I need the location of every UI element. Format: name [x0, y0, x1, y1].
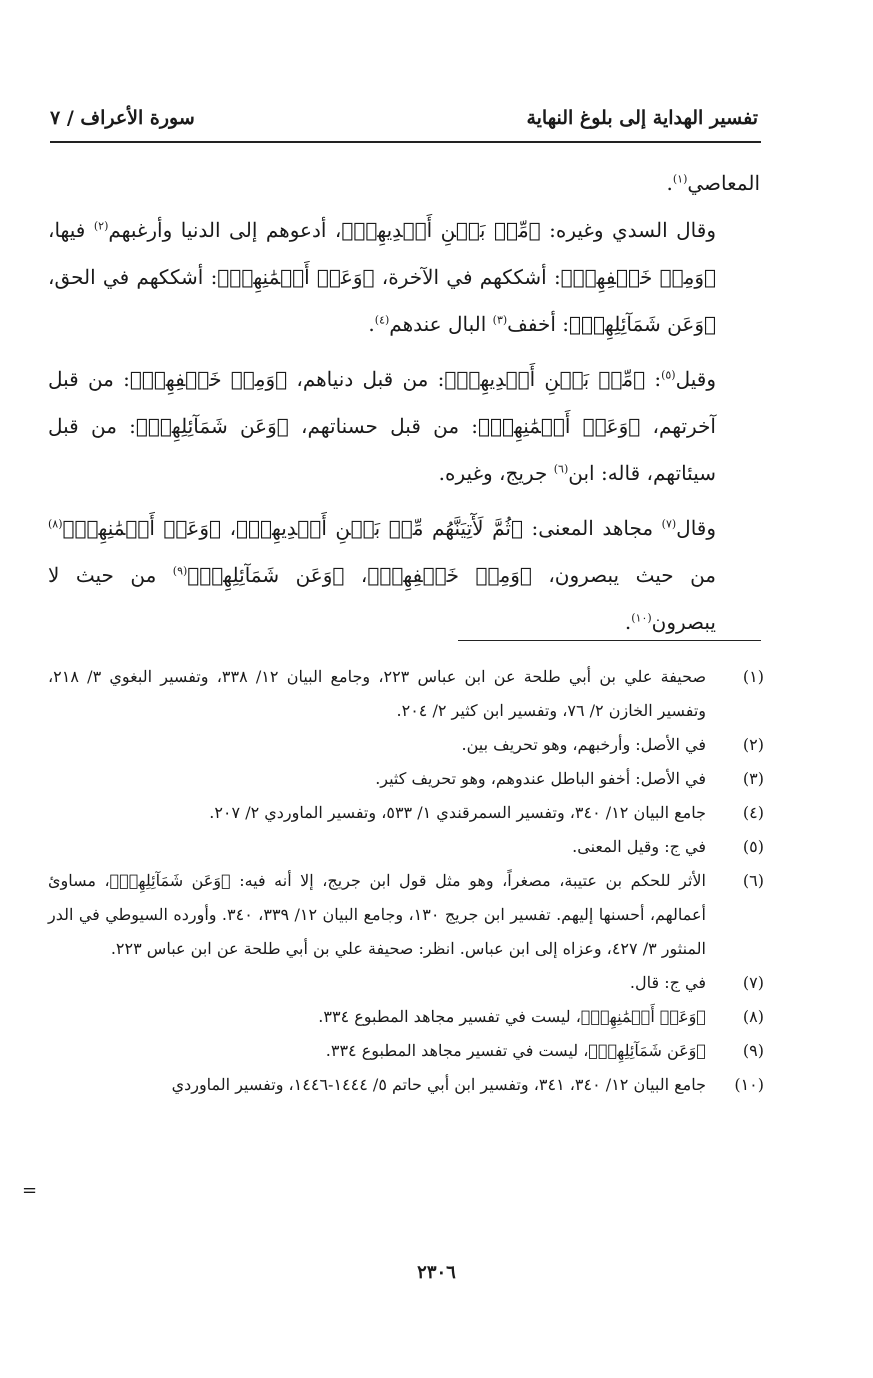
footnote-ref: (١)	[672, 172, 688, 186]
main-text	[48, 160, 760, 646]
footnote-item: (١) صحيفة علي بن أبي طلحة عن ابن عباس ٢٢٣، وجامع البيان ١٢/ ٣٣٨، وتفسير البغوي ٣/ ٢١٨، وتفسير الخازن ٢/ ٧٦، وتفسير ابن كثير ٢/ ٢٠٤.	[48, 667, 764, 720]
header-rule	[50, 141, 761, 143]
footnote-item: (٩) ﴿وَعَن شَمَآئِلِهِمۡ﴾، ليست في تفسير مجاهد المطبوع ٣٣٤.	[325, 1041, 764, 1060]
paragraph-2: وقال السدي وغيره: ﴿مِّنۢ بَيۡنِ أَيۡدِيهِمۡ﴾، أدعوهم إلى الدنيا وأرغبهم$^{(٢)}$ فيها، ﴿وَمِنۡ خَلۡفِهِمۡ﴾: أشككهم في الآخرة، ﴿وَعَنۡ أَيۡمَٰنِهِمۡ﴾: أشككهم في الحق، ﴿وَعَن شَمَآئِلِهِمۡ﴾: أخفف$^{(٣)}$ البال عندهم$^{(٤)}$.	[48, 218, 716, 336]
footnote-item: (٣) في الأصل: أخفو الباطل عندوهم، وهو تحريف كثير.	[375, 769, 764, 788]
surah-label: سورة الأعراف / ٧	[50, 107, 195, 129]
footnote-ref: (٨)	[48, 517, 63, 531]
continuation-mark: =	[22, 1180, 38, 1201]
page-number: ٢٣٠٦	[417, 1262, 456, 1283]
footnote-item: (٧) في ج: قال.	[629, 973, 764, 992]
footnote-ref: (٥)	[661, 368, 676, 382]
footnote-item: (٦) الأثر للحكم بن عتيبة، مصغراً، وهو مثل قول ابن جريج، إلا أنه فيه: ﴿وَعَن شَمَآئِلِهِمۡ﴾، مساوئ أعمالهم، أحسنها إليهم. تفسير ابن جريج ١٣٠، وجامع البيان ١٢/ ٣٣٩، ٣٤٠. وأورده السيوطي في الدر المنثور ٣/ ٤٢٧، وعزاه إلى ابن عباس. انظر: صحيفة علي بن أبي طلحة عن ابن عباس ٢٢٣.	[48, 871, 764, 958]
paragraph-1: المعاصي$^{(١)}$.	[666, 171, 760, 195]
footnote-item: (٤) جامع البيان ١٢/ ٣٤٠، وتفسير السمرقندي ١/ ٥٣٣، وتفسير الماوردي ٢/ ٢٠٧.	[209, 803, 764, 822]
footnote-ref: (٣)	[492, 313, 508, 327]
footnote-ref: (٦)	[553, 462, 569, 476]
paragraph-3: وقيل$^{(٥)}$: ﴿مِّنۢ بَيۡنِ أَيۡدِيهِمۡ﴾: من قبل دنياهم، ﴿وَمِنۡ خَلۡفِهِمۡ﴾: من قبل آخرتهم، ﴿وَعَنۡ أَيۡمَٰنِهِمۡ﴾: من قبل حسناتهم، ﴿وَعَن شَمَآئِلِهِمۡ﴾: من قبل سيئاتهم، قاله: ابن$^{(٦)}$ جريج، وغيره.	[48, 367, 716, 485]
footnote-ref: (٩)	[172, 564, 188, 578]
footnote-ref: (٤)	[374, 313, 390, 327]
footnote-item: (٢) في الأصل: وأرخبهم، وهو تحريف بين.	[461, 735, 764, 754]
paragraph-4: وقال$^{(٧)}$ مجاهد المعنى: ﴿ثُمَّ لَأٓتِيَنَّهُم مِّنۢ بَيۡنِ أَيۡدِيهِمۡ﴾، ﴿وَعَنۡ أَيۡمَٰنِهِمۡ﴾$^{(٨)}$ من حيث يبصرون، ﴿وَمِنۡ خَلۡفِهِمۡ﴾، ﴿وَعَن شَمَآئِلِهِمۡ﴾$^{(٩)}$ من حيث لا يبصرون$^{(١٠)}$.	[48, 516, 717, 634]
footnote-item: (٥) في ج: وقيل المعنى.	[572, 837, 764, 856]
footnotes-separator	[458, 640, 761, 641]
footnote-item: (١٠) جامع البيان ١٢/ ٣٤٠، ٣٤١، وتفسير ابن أبي حاتم ٥/ ١٤٤٤-١٤٤٦، وتفسير الماوردي	[171, 1075, 764, 1094]
book-title: تفسير الهداية إلى بلوغ النهاية	[526, 107, 758, 129]
page-header	[50, 98, 758, 138]
footnote-ref: (١٠)	[631, 611, 652, 625]
footnotes-list	[48, 660, 764, 1102]
footnote-item: (٨) ﴿وَعَنۡ أَيۡمَٰنِهِمۡ﴾، ليست في تفسير مجاهد المطبوع ٣٣٤.	[318, 1007, 764, 1026]
footnote-ref: (٢)	[93, 219, 109, 233]
footnote-ref: (٧)	[661, 517, 677, 531]
